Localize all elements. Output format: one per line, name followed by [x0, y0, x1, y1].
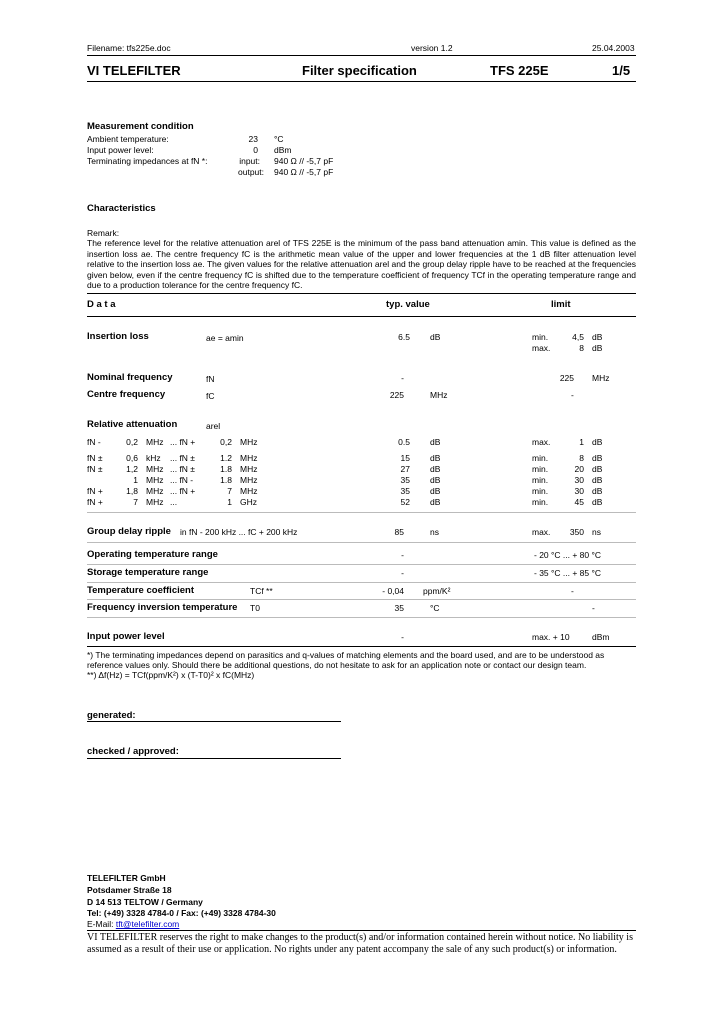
- meas-value-1: 0: [253, 145, 258, 155]
- nominal-typ: -: [401, 373, 404, 383]
- footer-rule: [87, 930, 636, 931]
- group-delay-limv: 350: [569, 527, 584, 537]
- header-rule: [87, 55, 636, 56]
- footer-email-label: E-Mail:: [87, 919, 114, 929]
- rel-row-4-b: 7: [227, 486, 232, 496]
- table-header-rule: [87, 316, 636, 317]
- rule-op: [87, 564, 636, 565]
- meas-label-2: Terminating impedances at fN *:: [87, 156, 208, 166]
- rel-row-0-limv: 1: [579, 437, 584, 447]
- rel-row-4-unit: dB: [430, 486, 441, 496]
- rel-row-4-bu: MHz: [240, 486, 258, 496]
- footer-tel: Tel: (+49) 3328 4784-0 / Fax: (+49) 3328 4784-30: [87, 908, 276, 918]
- rule-gd: [87, 542, 636, 543]
- rel-row-0-mid: ... fN +: [170, 437, 196, 447]
- table-top-rule: [87, 293, 636, 294]
- meas-label-1: Input power level:: [87, 145, 154, 155]
- rel-row-1-mid: ... fN ±: [170, 453, 195, 463]
- footer-email-row: [87, 919, 179, 929]
- rel-row-5-f1: fN +: [87, 497, 103, 507]
- insertion-lim2v: 8: [579, 343, 584, 353]
- rel-row-4-limv: 30: [574, 486, 584, 496]
- nominal-limu: MHz: [592, 373, 610, 383]
- freq-inv-lim: -: [592, 603, 595, 613]
- temp-coef-sym: TCf **: [250, 586, 273, 596]
- col-typ: typ. value: [386, 299, 430, 310]
- group-delay-limu: ns: [592, 527, 601, 537]
- rel-row-5-limv: 45: [574, 497, 584, 507]
- generated-line: [87, 721, 341, 722]
- insertion-unit: dB: [430, 332, 441, 342]
- rule-st: [87, 582, 636, 583]
- rel-row-2-a: 1,2: [126, 464, 138, 474]
- rel-row-2-typ: 27: [400, 464, 410, 474]
- filename: Filename: tfs225e.doc: [87, 43, 171, 53]
- col-limit: limit: [551, 299, 571, 310]
- rel-row-2-b: 1.8: [220, 464, 232, 474]
- footer-email-link[interactable]: tft@telefilter.com: [115, 919, 180, 929]
- rel-row-5-unit: dB: [430, 497, 441, 507]
- freq-inv-label: Frequency inversion temperature: [87, 602, 238, 613]
- rel-row-1-b: 1.2: [220, 453, 232, 463]
- insertion-lim1u: dB: [592, 332, 603, 342]
- rel-row-0-limu: dB: [592, 437, 603, 447]
- insertion-lim2: max.: [532, 343, 551, 353]
- freq-inv-unit: °C: [430, 603, 440, 613]
- rel-row-3-typ: 35: [400, 475, 410, 485]
- rel-row-0-au: MHz: [146, 437, 164, 447]
- rel-row-0-lim: max.: [532, 437, 551, 447]
- centre-limv: -: [571, 390, 574, 400]
- rel-row-3-au: MHz: [146, 475, 164, 485]
- group-delay-unit: ns: [430, 527, 439, 537]
- rel-row-0-bu: MHz: [240, 437, 258, 447]
- page-number: 1/5: [612, 63, 631, 78]
- op-temp-label: Operating temperature range: [87, 549, 218, 560]
- part-number: TFS 225E: [490, 63, 549, 78]
- meas-unit-2: 940 Ω // -5,7 pF: [274, 156, 334, 166]
- rel-row-4-typ: 35: [400, 486, 410, 496]
- temp-coef-lim: -: [571, 586, 574, 596]
- meas-value-0: 23: [248, 134, 258, 144]
- relative-label: Relative attenuation: [87, 419, 178, 430]
- version: version 1.2: [411, 43, 453, 53]
- rel-row-1-au: kHz: [146, 453, 161, 463]
- rel-row-3-mid: ... fN -: [170, 475, 194, 485]
- rel-row-5-lim: min.: [532, 497, 549, 507]
- temp-coef-typ: - 0,04: [382, 586, 404, 596]
- rel-row-0-f1: fN -: [87, 437, 101, 447]
- centre-sym: fC: [206, 391, 215, 401]
- input-power-typ: -: [401, 632, 404, 642]
- characteristics-title: Characteristics: [87, 203, 156, 214]
- rel-row-1-f1: fN ±: [87, 453, 103, 463]
- nominal-limv: 225: [559, 373, 574, 383]
- st-temp-typ: -: [401, 568, 404, 578]
- rel-row-0-b: 0,2: [220, 437, 232, 447]
- rel-row-4-mid: ... fN +: [170, 486, 196, 496]
- st-temp-lim: - 35 °C ... + 85 °C: [534, 568, 602, 578]
- rel-row-3-limu: dB: [592, 475, 603, 485]
- input-power-limu: dBm: [592, 632, 610, 642]
- meas-unit-0: °C: [274, 134, 284, 144]
- doc-type: Filter specification: [302, 63, 417, 78]
- insertion-lim1: min.: [532, 332, 549, 342]
- checked-label: checked / approved:: [87, 746, 179, 757]
- disclaimer-2: assumed as a result of their use or application. No rights under any patent accompany the sale of any such product(s) or information.: [87, 944, 617, 955]
- rel-row-0-unit: dB: [430, 437, 441, 447]
- rel-row-5-typ: 52: [400, 497, 410, 507]
- rel-row-4-f1: fN +: [87, 486, 103, 496]
- rel-row-1-a: 0,6: [126, 453, 138, 463]
- disclaimer-1: VI TELEFILTER reserves the right to make changes to the product(s) and/or information contained herein without notice. No liability is: [87, 932, 633, 943]
- centre-unit: MHz: [430, 390, 448, 400]
- group-delay-cond: in fN - 200 kHz ... fC + 200 kHz: [180, 527, 298, 537]
- rel-row-1-bu: MHz: [240, 453, 258, 463]
- rel-row-3-lim: min.: [532, 475, 549, 485]
- company-name: VI TELEFILTER: [87, 63, 181, 78]
- footnote-1b: reference values only. Should there be additional questions, do not hesitate to ask for an application note or contact our design team.: [87, 660, 587, 670]
- title-rule: [87, 81, 636, 82]
- generated-label: generated:: [87, 710, 136, 721]
- meas-label-0: Ambient temperature:: [87, 134, 169, 144]
- insertion-lim1v: 4,5: [572, 332, 584, 342]
- rel-row-2-au: MHz: [146, 464, 164, 474]
- centre-typ: 225: [389, 390, 404, 400]
- centre-label: Centre frequency: [87, 389, 166, 400]
- insertion-label: Insertion loss: [87, 331, 149, 342]
- rel-row-0-a: 0,2: [126, 437, 138, 447]
- meas-value-2: input:: [239, 156, 260, 166]
- rel-row-3-bu: MHz: [240, 475, 258, 485]
- rel-row-3-b: 1.8: [220, 475, 232, 485]
- op-temp-typ: -: [401, 550, 404, 560]
- rel-row-5-bu: GHz: [240, 497, 257, 507]
- rel-row-5-a: 7: [133, 497, 138, 507]
- rule-fi: [87, 617, 636, 618]
- insertion-lim2u: dB: [592, 343, 603, 353]
- rel-row-2-limv: 20: [574, 464, 584, 474]
- rel-row-1-limv: 8: [579, 453, 584, 463]
- col-data: D a t a: [87, 299, 116, 310]
- group-delay-lim: max.: [532, 527, 551, 537]
- rel-row-2-f1: fN ±: [87, 464, 103, 474]
- date: 25.04.2003: [592, 43, 635, 53]
- rel-row-2-mid: ... fN ±: [170, 464, 195, 474]
- rel-row-5-b: 1: [227, 497, 232, 507]
- rel-row-3-a: 1: [133, 475, 138, 485]
- footer-company: TELEFILTER GmbH: [87, 873, 166, 883]
- footnote-2: **) Δf(Hz) = TCf(ppm/K²) x (T-T0)² x fC(MHz): [87, 670, 255, 680]
- group-delay-label: Group delay ripple: [87, 526, 171, 537]
- footnote-1a: *) The terminating impedances depend on parasitics and q-values of matching elements and the board used, and are to be understood as: [87, 650, 605, 660]
- footer-city: D 14 513 TELTOW / Germany: [87, 897, 203, 907]
- rel-row-2-lim: min.: [532, 464, 549, 474]
- rel-row-0-typ: 0.5: [398, 437, 410, 447]
- st-temp-label: Storage temperature range: [87, 567, 209, 578]
- nominal-sym: fN: [206, 374, 215, 384]
- rel-row-2-unit: dB: [430, 464, 441, 474]
- rel-row-3-unit: dB: [430, 475, 441, 485]
- freq-inv-typ: 35: [394, 603, 404, 613]
- freq-inv-sym: T0: [250, 603, 260, 613]
- temp-coef-unit: ppm/K²: [423, 586, 451, 596]
- rel-row-4-au: MHz: [146, 486, 164, 496]
- rule-rel: [87, 512, 636, 513]
- group-delay-typ: 85: [394, 527, 404, 537]
- rel-row-1-unit: dB: [430, 453, 441, 463]
- insertion-typ: 6.5: [398, 332, 410, 342]
- rel-row-4-a: 1,8: [126, 486, 138, 496]
- rel-row-5-limu: dB: [592, 497, 603, 507]
- nominal-label: Nominal frequency: [87, 372, 173, 383]
- footer-street: Potsdamer Straße 18: [87, 885, 172, 895]
- meas-unit-3: 940 Ω // -5,7 pF: [274, 167, 334, 177]
- temp-coef-label: Temperature coefficient: [87, 585, 194, 596]
- rel-row-5-au: MHz: [146, 497, 164, 507]
- checked-line: [87, 758, 341, 759]
- input-power-label: Input power level: [87, 631, 165, 642]
- rel-row-1-lim: min.: [532, 453, 549, 463]
- table-bottom-rule: [87, 646, 636, 647]
- rel-row-1-limu: dB: [592, 453, 603, 463]
- rel-row-1-typ: 15: [400, 453, 410, 463]
- rel-row-2-limu: dB: [592, 464, 603, 474]
- meas-unit-1: dBm: [274, 145, 292, 155]
- rel-row-3-limv: 30: [574, 475, 584, 485]
- remark-text: The reference level for the relative attenuation arel of TFS 225E is the minimum of the pass band attenuation amin. This value is defined as the insertion loss ae. The centre frequency fC is the arithmetic mean value of the upper and lower frequencies at the 1 dB filter attenuation level relative to the insertion loss ae. The given values for the relative attenuation arel and the group delay ripple have to be reached at the frequencies given below, even if the centre frequency fC is shifted due to the temperature coefficient of frequency TCf in the operating temperature range and due to a production tolerance for the centre frequency fC.: [87, 238, 636, 290]
- meas-value-3: output:: [238, 167, 264, 177]
- rel-row-4-limu: dB: [592, 486, 603, 496]
- rel-row-2-bu: MHz: [240, 464, 258, 474]
- op-temp-lim: - 20 °C ... + 80 °C: [534, 550, 602, 560]
- remark-title: Remark:: [87, 228, 120, 238]
- measurement-title: Measurement condition: [87, 121, 194, 132]
- rel-row-4-lim: min.: [532, 486, 549, 496]
- rule-tc: [87, 599, 636, 600]
- rel-row-5-mid: ...: [170, 497, 178, 507]
- input-power-lim: max. + 10: [532, 632, 570, 642]
- insertion-sym: ae = amin: [206, 333, 244, 343]
- relative-sym: arel: [206, 421, 221, 431]
